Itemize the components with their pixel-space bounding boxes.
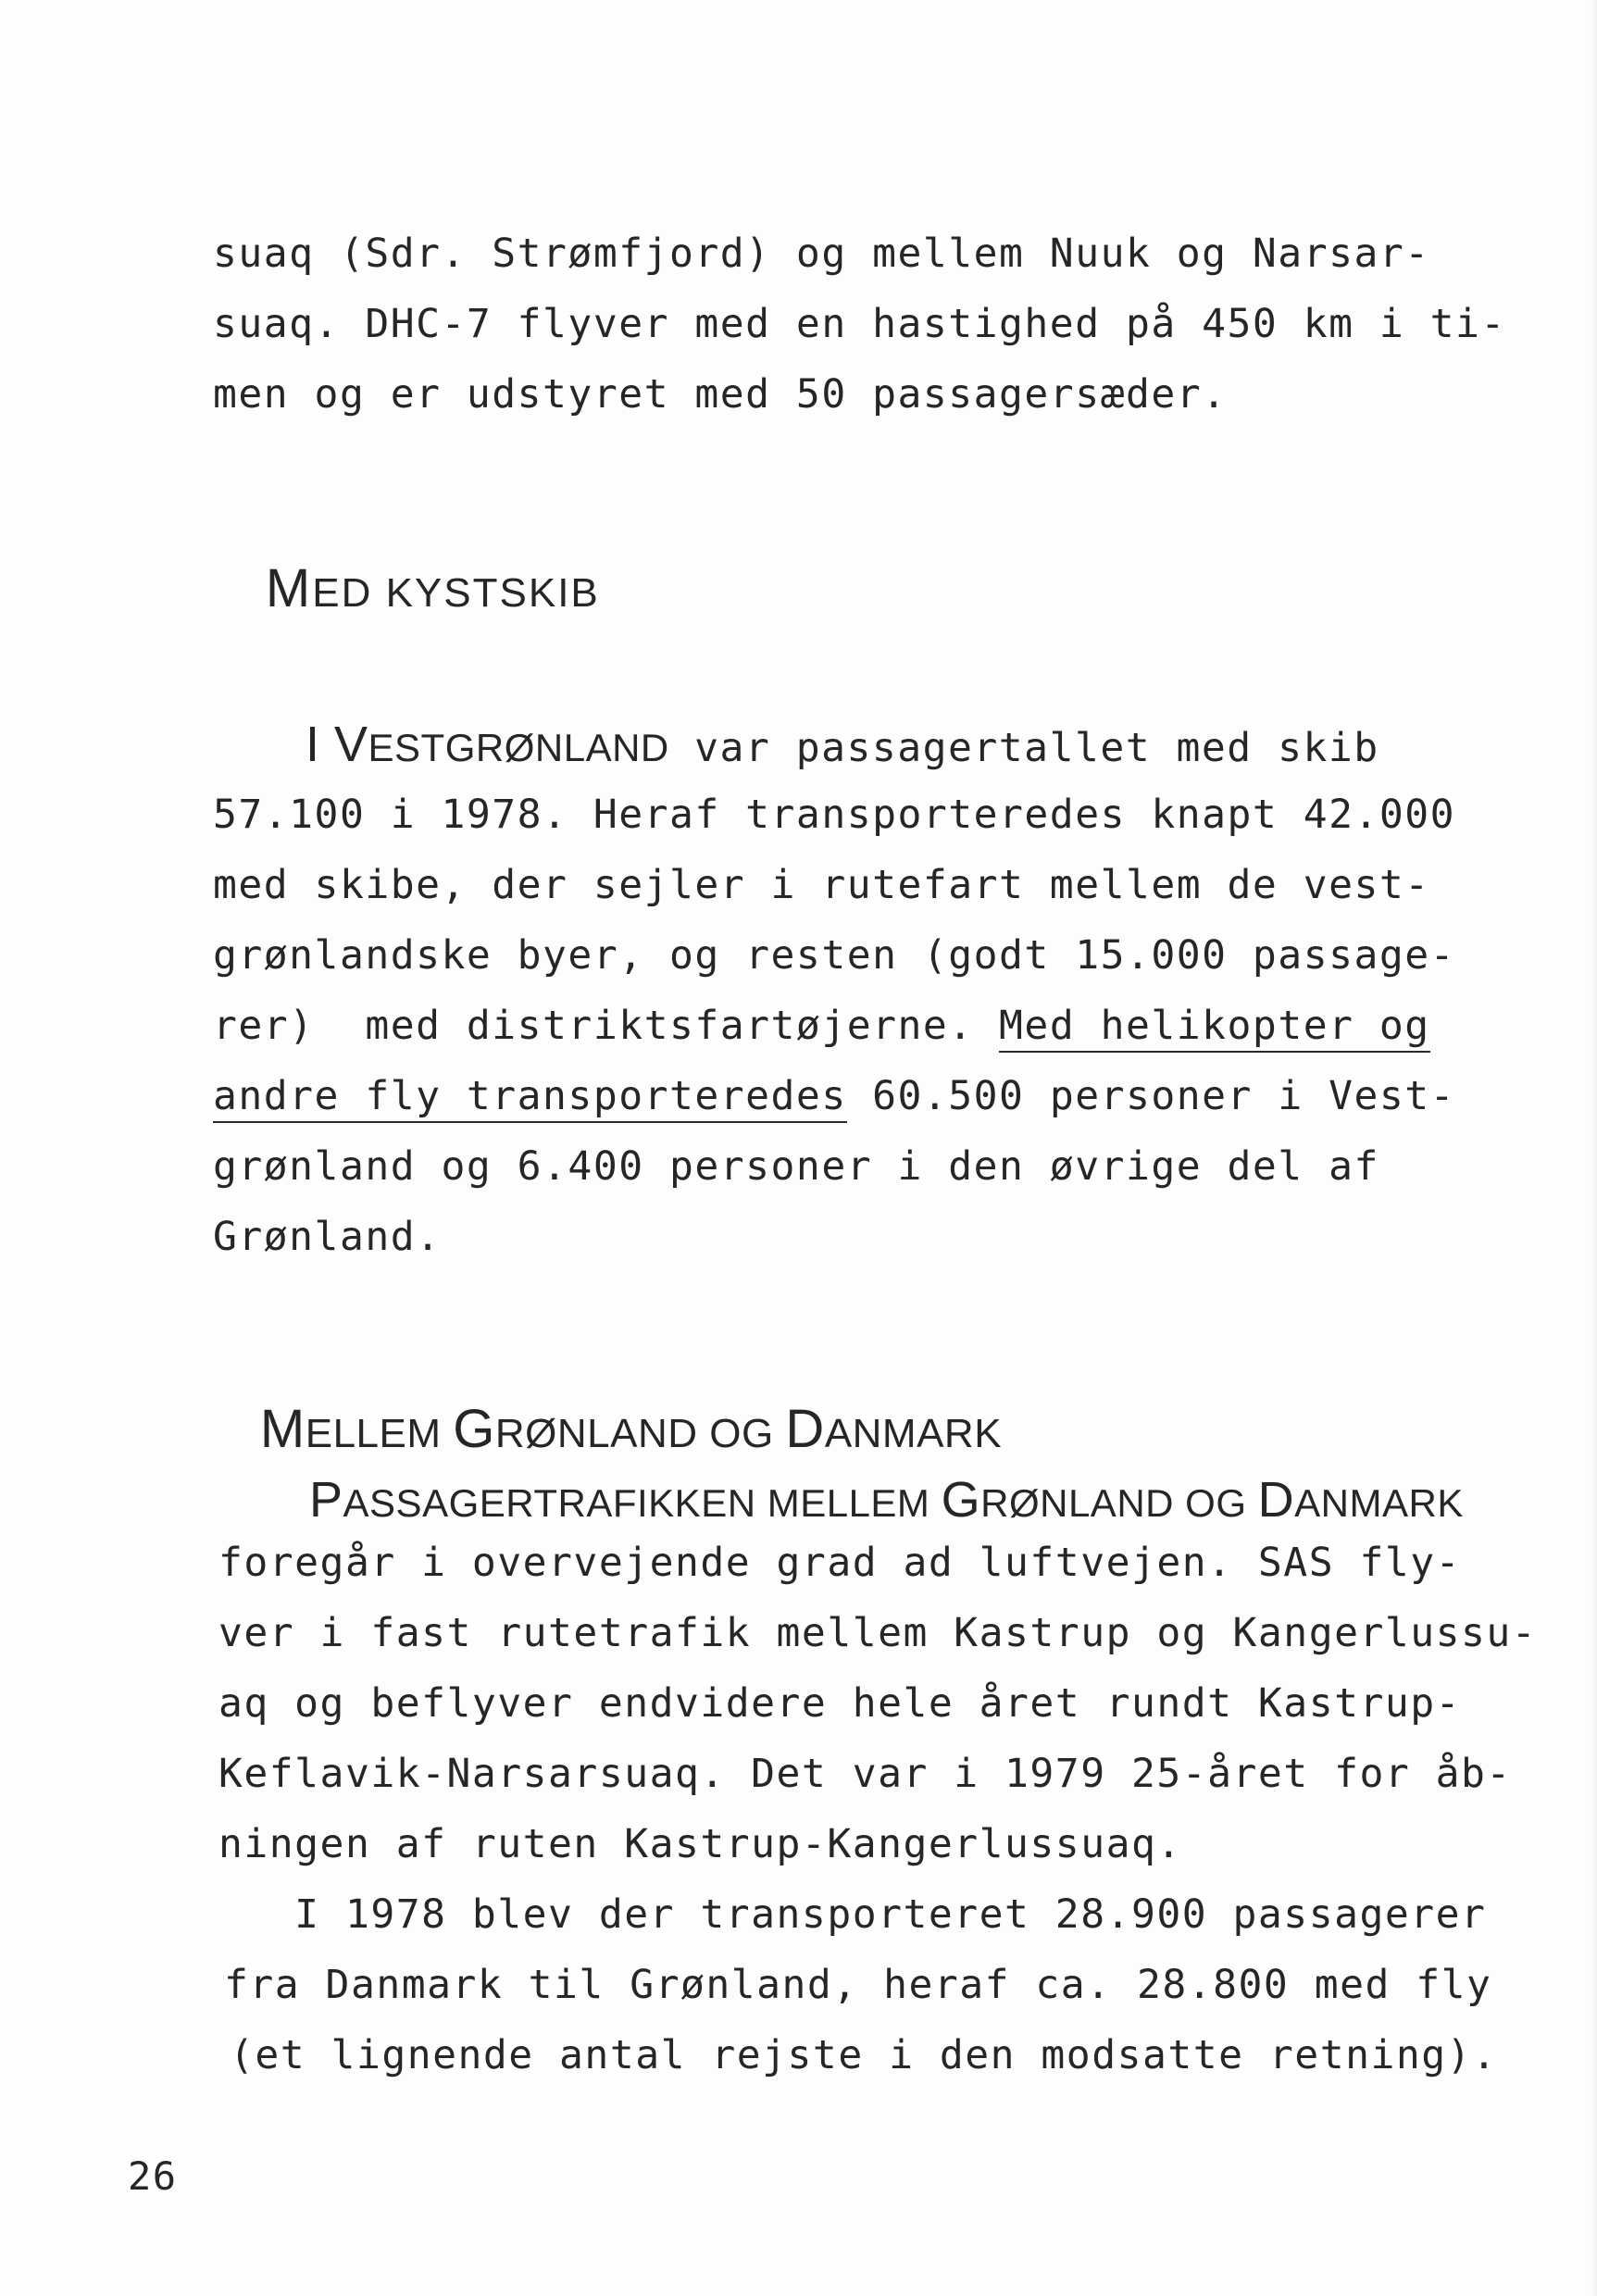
kystskib-line-4: grønlandske byer, og resten (godt 15.000 passage-: [213, 932, 1456, 979]
heading-initial: M: [265, 558, 313, 618]
lead-initial: I V: [306, 717, 368, 772]
heading-rest: ED KYSTSKIB: [312, 570, 600, 616]
lead-part-3: ANMARK: [1294, 1481, 1464, 1525]
lead-in: [306, 717, 669, 772]
heading-initial-1: M: [259, 1399, 306, 1459]
kystskib-line-1-text: var passagertallet med skib: [668, 725, 1379, 771]
danmark-para2-line-3: (et lignende antal rejste i den modsatte retning).: [230, 2032, 1498, 2078]
intro-line-2: suaq. DHC-7 flyver med en hastighed på 450 km i ti-: [213, 301, 1506, 347]
kystskib-line-5: [213, 991, 1430, 1061]
lead-rest: ESTGRØNLAND: [368, 726, 669, 769]
section-heading-kystskib: [213, 511, 600, 666]
underlined-phrase-2: andre fly transporteredes: [213, 1073, 847, 1123]
heading-part-2: RØNLAND OG: [494, 1411, 786, 1456]
kystskib-line-3: med skibe, der sejler i rutefart mellem de vest-: [213, 862, 1430, 908]
kystskib-line-7: grønland og 6.400 personer i den øvrige del af: [213, 1143, 1379, 1190]
heading-part-1: ELLEM: [305, 1411, 454, 1456]
danmark-line-2: ver i fast rutetrafik mellem Kastrup og Kangerlussu-: [218, 1610, 1538, 1656]
lead-in-danmark: [309, 1472, 1464, 1528]
heading-part-3: ANMARK: [824, 1411, 1003, 1456]
heading-initial-3: D: [785, 1399, 825, 1459]
danmark-lead-line: [309, 1465, 1464, 1535]
lead-part-2: RØNLAND OG: [980, 1481, 1258, 1525]
heading-initial-2: G: [453, 1399, 495, 1459]
page-edge-shadow: [1591, 0, 1597, 2296]
danmark-line-5: ningen af ruten Kastrup-Kangerlussuaq.: [218, 1821, 1182, 1867]
kystskib-line-2: 57.100 i 1978. Heraf transporteredes knapt 42.000: [213, 792, 1456, 838]
kystskib-line-1: [306, 709, 1379, 780]
lead-initial-3: D: [1257, 1472, 1295, 1528]
underlined-phrase-1: Med helikopter og: [999, 1003, 1430, 1053]
intro-line-1: suaq (Sdr. Strømfjord) og mellem Nuuk og Narsar-: [213, 231, 1430, 277]
danmark-line-3: aq og beflyver endvidere hele året rundt Kastrup-: [218, 1680, 1462, 1727]
lead-part-1: ASSAGERTRAFIKKEN MELLEM: [343, 1481, 942, 1525]
danmark-para2-line-1: I 1978 blev der transporteret 28.900 passagerer: [218, 1891, 1487, 1938]
lead-initial-1: P: [309, 1472, 343, 1528]
kystskib-line-5-text: rer) med distriktsfartøjerne.: [213, 1003, 1000, 1049]
danmark-line-4: Keflavik-Narsarsuaq. Det var i 1979 25-året for åb-: [218, 1751, 1512, 1797]
danmark-line-1: foregår i overvejende grad ad luftvejen. SAS fly-: [218, 1540, 1462, 1586]
page-number: 26: [128, 2153, 178, 2199]
kystskib-line-6-text: 60.500 personer i Vest-: [846, 1073, 1456, 1119]
kystskib-line-8: Grønland.: [213, 1214, 442, 1260]
intro-line-3: men og er udstyret med 50 passagersæder.: [213, 371, 1228, 418]
lead-initial-2: G: [941, 1472, 981, 1528]
danmark-para2-line-2: fra Danmark til Grønland, heraf ca. 28.800 med fly: [224, 1962, 1492, 2008]
kystskib-line-6: [213, 1061, 1455, 1131]
